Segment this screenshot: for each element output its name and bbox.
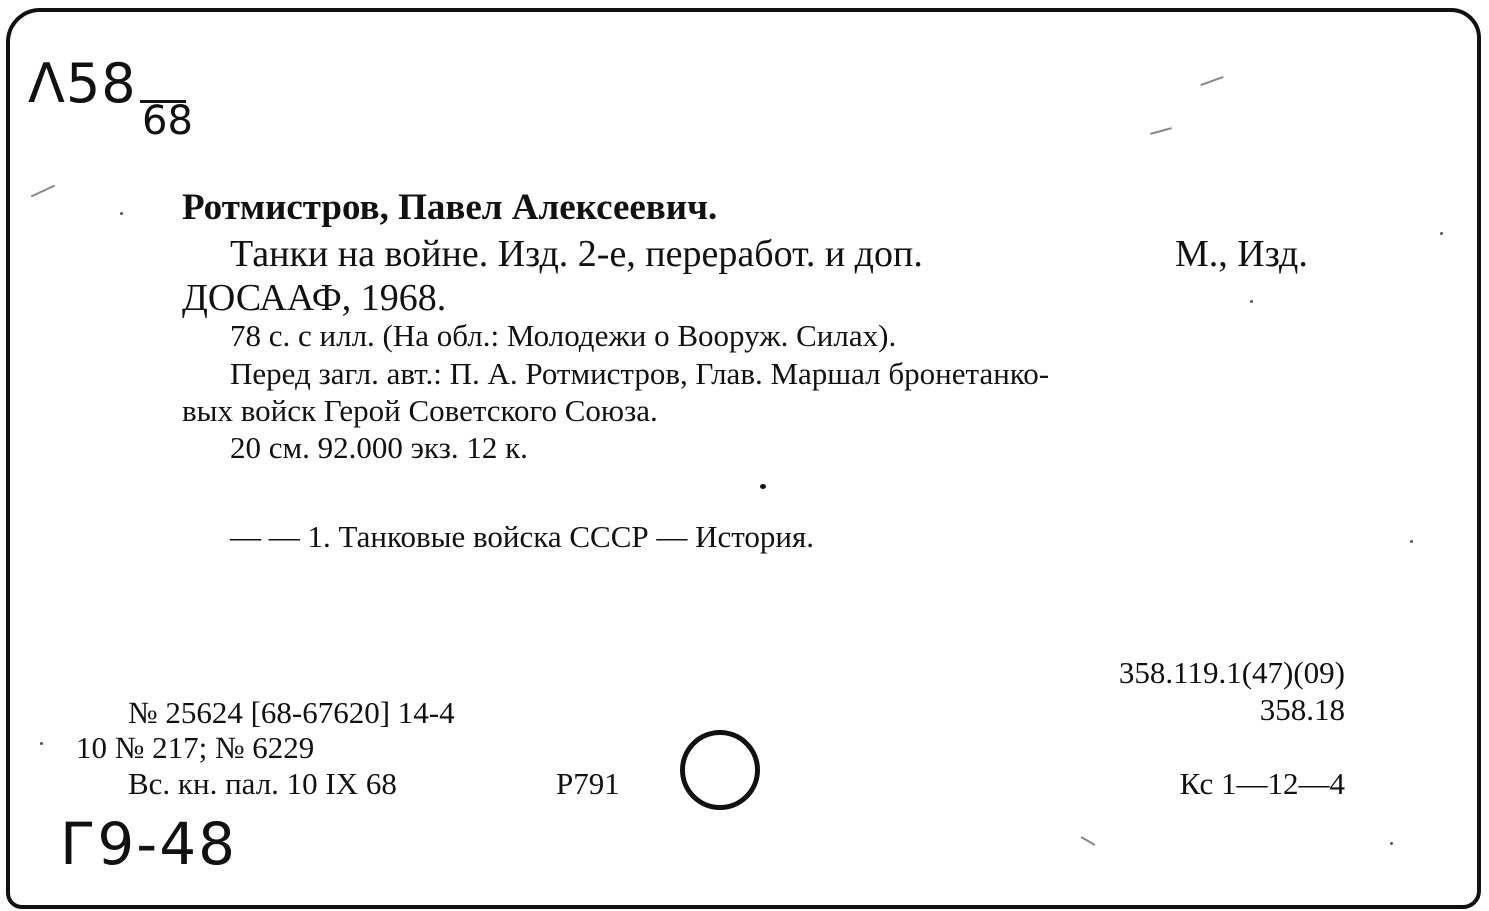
scan-speck xyxy=(1410,540,1413,543)
scan-speck xyxy=(1250,300,1253,303)
record-number-line: № 25624 [68-67620] 14-4 xyxy=(128,695,455,730)
scan-speck xyxy=(120,212,123,215)
record-copies-line: 10 № 217; № 6229 xyxy=(76,730,315,765)
publication-place: М., Изд. xyxy=(1175,233,1308,275)
card-punch-hole xyxy=(680,730,760,810)
handwritten-shelfmark-denominator: 68 xyxy=(142,98,193,144)
responsibility-note-line2: вых войск Герой Советского Союза. xyxy=(182,393,658,428)
responsibility-note-line1: Перед загл. авт.: П. А. Ротмистров, Глав. Маршал бронетанко- xyxy=(230,356,1050,391)
publisher-year: ДОСААФ, 1968. xyxy=(182,277,447,319)
handwritten-shelfmark-top: Λ58 xyxy=(28,52,137,115)
subject-heading: — — 1. Танковые войска СССР — История. xyxy=(230,519,815,554)
scan-speck xyxy=(40,742,43,745)
title-edition: Танки на войне. Изд. 2-е, переработ. и доп. xyxy=(230,233,923,275)
record-code: P791 xyxy=(556,766,620,801)
classification-udc: 358.119.1(47)(09) xyxy=(1118,655,1345,690)
scan-speck xyxy=(1440,232,1443,235)
handwritten-shelfmark-bottom: Г9-48 xyxy=(60,810,238,878)
size-printrun-price: 20 см. 92.000 экз. 12 к. xyxy=(230,430,528,465)
scan-speck xyxy=(1390,842,1393,845)
scan-speck xyxy=(760,484,766,489)
book-chamber-line: Вс. кн. пал. 10 IX 68 xyxy=(128,766,397,801)
card-series-code: Кс 1—12—4 xyxy=(1179,766,1345,801)
physical-description: 78 с. с илл. (На обл.: Молодежи о Вооруж. Силах). xyxy=(230,318,897,353)
classification-secondary: 358.18 xyxy=(1259,692,1345,727)
author-heading: Ротмистров, Павел Алексеевич. xyxy=(182,187,718,228)
